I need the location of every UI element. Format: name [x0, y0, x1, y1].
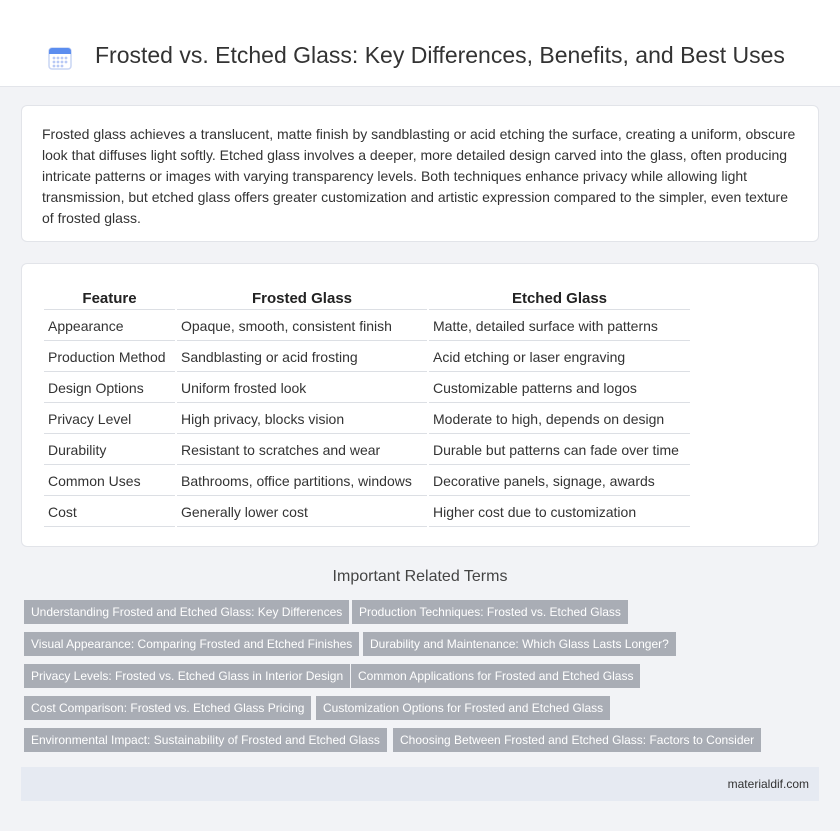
table-row	[44, 498, 690, 527]
calendar-icon	[48, 46, 72, 70]
frosted-cell: Sandblasting or acid frosting	[177, 343, 427, 372]
table-row	[44, 343, 690, 372]
related-terms-heading: Important Related Terms	[332, 568, 508, 585]
frosted-cell: Uniform frosted look	[177, 374, 427, 403]
feature-cell: Common Uses	[44, 467, 175, 496]
header-etched-glass: Etched Glass	[429, 288, 690, 310]
table-header-row	[44, 288, 690, 310]
intro-card	[21, 105, 819, 242]
feature-cell: Design Options	[44, 374, 175, 403]
frosted-cell: Bathrooms, office partitions, windows	[177, 467, 427, 496]
feature-cell: Cost	[44, 498, 175, 527]
intro-paragraph: Frosted glass achieves a translucent, matte finish by sandblasting or acid etching the surface, creating a uniform, obscure look that diffuses light softly. Etched glass involves a deeper, more detailed design carved into the glass, often producing intricate patterns or images with varying transparency levels. Both techniques enhance privacy while allowing light transmission, but etched glass offers greater customization and artistic expression compared to the simpler, even texture of frosted glass.	[42, 126, 796, 226]
related-tag-link[interactable]: Choosing Between Frosted and Etched Glass: Factors to Consider	[393, 728, 761, 752]
etched-cell: Customizable patterns and logos	[429, 374, 690, 403]
related-tag-link[interactable]: Durability and Maintenance: Which Glass Lasts Longer?	[363, 632, 676, 656]
etched-cell: Higher cost due to customization	[429, 498, 690, 527]
comparison-table	[42, 286, 692, 529]
footer-site-name: materialdif.com	[727, 777, 809, 791]
related-tag-link[interactable]: Privacy Levels: Frosted vs. Etched Glass in Interior Design	[24, 664, 350, 688]
page-title: Frosted vs. Etched Glass: Key Differences, Benefits, and Best Uses	[95, 42, 785, 68]
related-tag-link[interactable]: Cost Comparison: Frosted vs. Etched Glass Pricing	[24, 696, 311, 720]
table-row	[44, 467, 690, 496]
related-tag-link[interactable]: Customization Options for Frosted and Etched Glass	[316, 696, 610, 720]
table-row	[44, 436, 690, 465]
comparison-card	[21, 263, 819, 547]
etched-cell: Durable but patterns can fade over time	[429, 436, 690, 465]
table-row	[44, 312, 690, 341]
page-footer	[21, 767, 819, 801]
related-tag-link[interactable]: Common Applications for Frosted and Etched Glass	[351, 664, 640, 688]
header-feature: Feature	[44, 288, 175, 310]
frosted-cell: Opaque, smooth, consistent finish	[177, 312, 427, 341]
related-tag-link[interactable]: Production Techniques: Frosted vs. Etched Glass	[352, 600, 628, 624]
frosted-cell: Resistant to scratches and wear	[177, 436, 427, 465]
frosted-cell: High privacy, blocks vision	[177, 405, 427, 434]
related-tag-link[interactable]: Environmental Impact: Sustainability of Frosted and Etched Glass	[24, 728, 387, 752]
feature-cell: Production Method	[44, 343, 175, 372]
related-tag-link[interactable]: Understanding Frosted and Etched Glass: Key Differences	[24, 600, 349, 624]
etched-cell: Acid etching or laser engraving	[429, 343, 690, 372]
feature-cell: Appearance	[44, 312, 175, 341]
etched-cell: Moderate to high, depends on design	[429, 405, 690, 434]
frosted-cell: Generally lower cost	[177, 498, 427, 527]
feature-cell: Durability	[44, 436, 175, 465]
page-header	[0, 0, 840, 87]
table-row	[44, 374, 690, 403]
etched-cell: Matte, detailed surface with patterns	[429, 312, 690, 341]
table-row	[44, 405, 690, 434]
feature-cell: Privacy Level	[44, 405, 175, 434]
related-tag-link[interactable]: Visual Appearance: Comparing Frosted and Etched Finishes	[24, 632, 359, 656]
etched-cell: Decorative panels, signage, awards	[429, 467, 690, 496]
header-frosted-glass: Frosted Glass	[177, 288, 427, 310]
